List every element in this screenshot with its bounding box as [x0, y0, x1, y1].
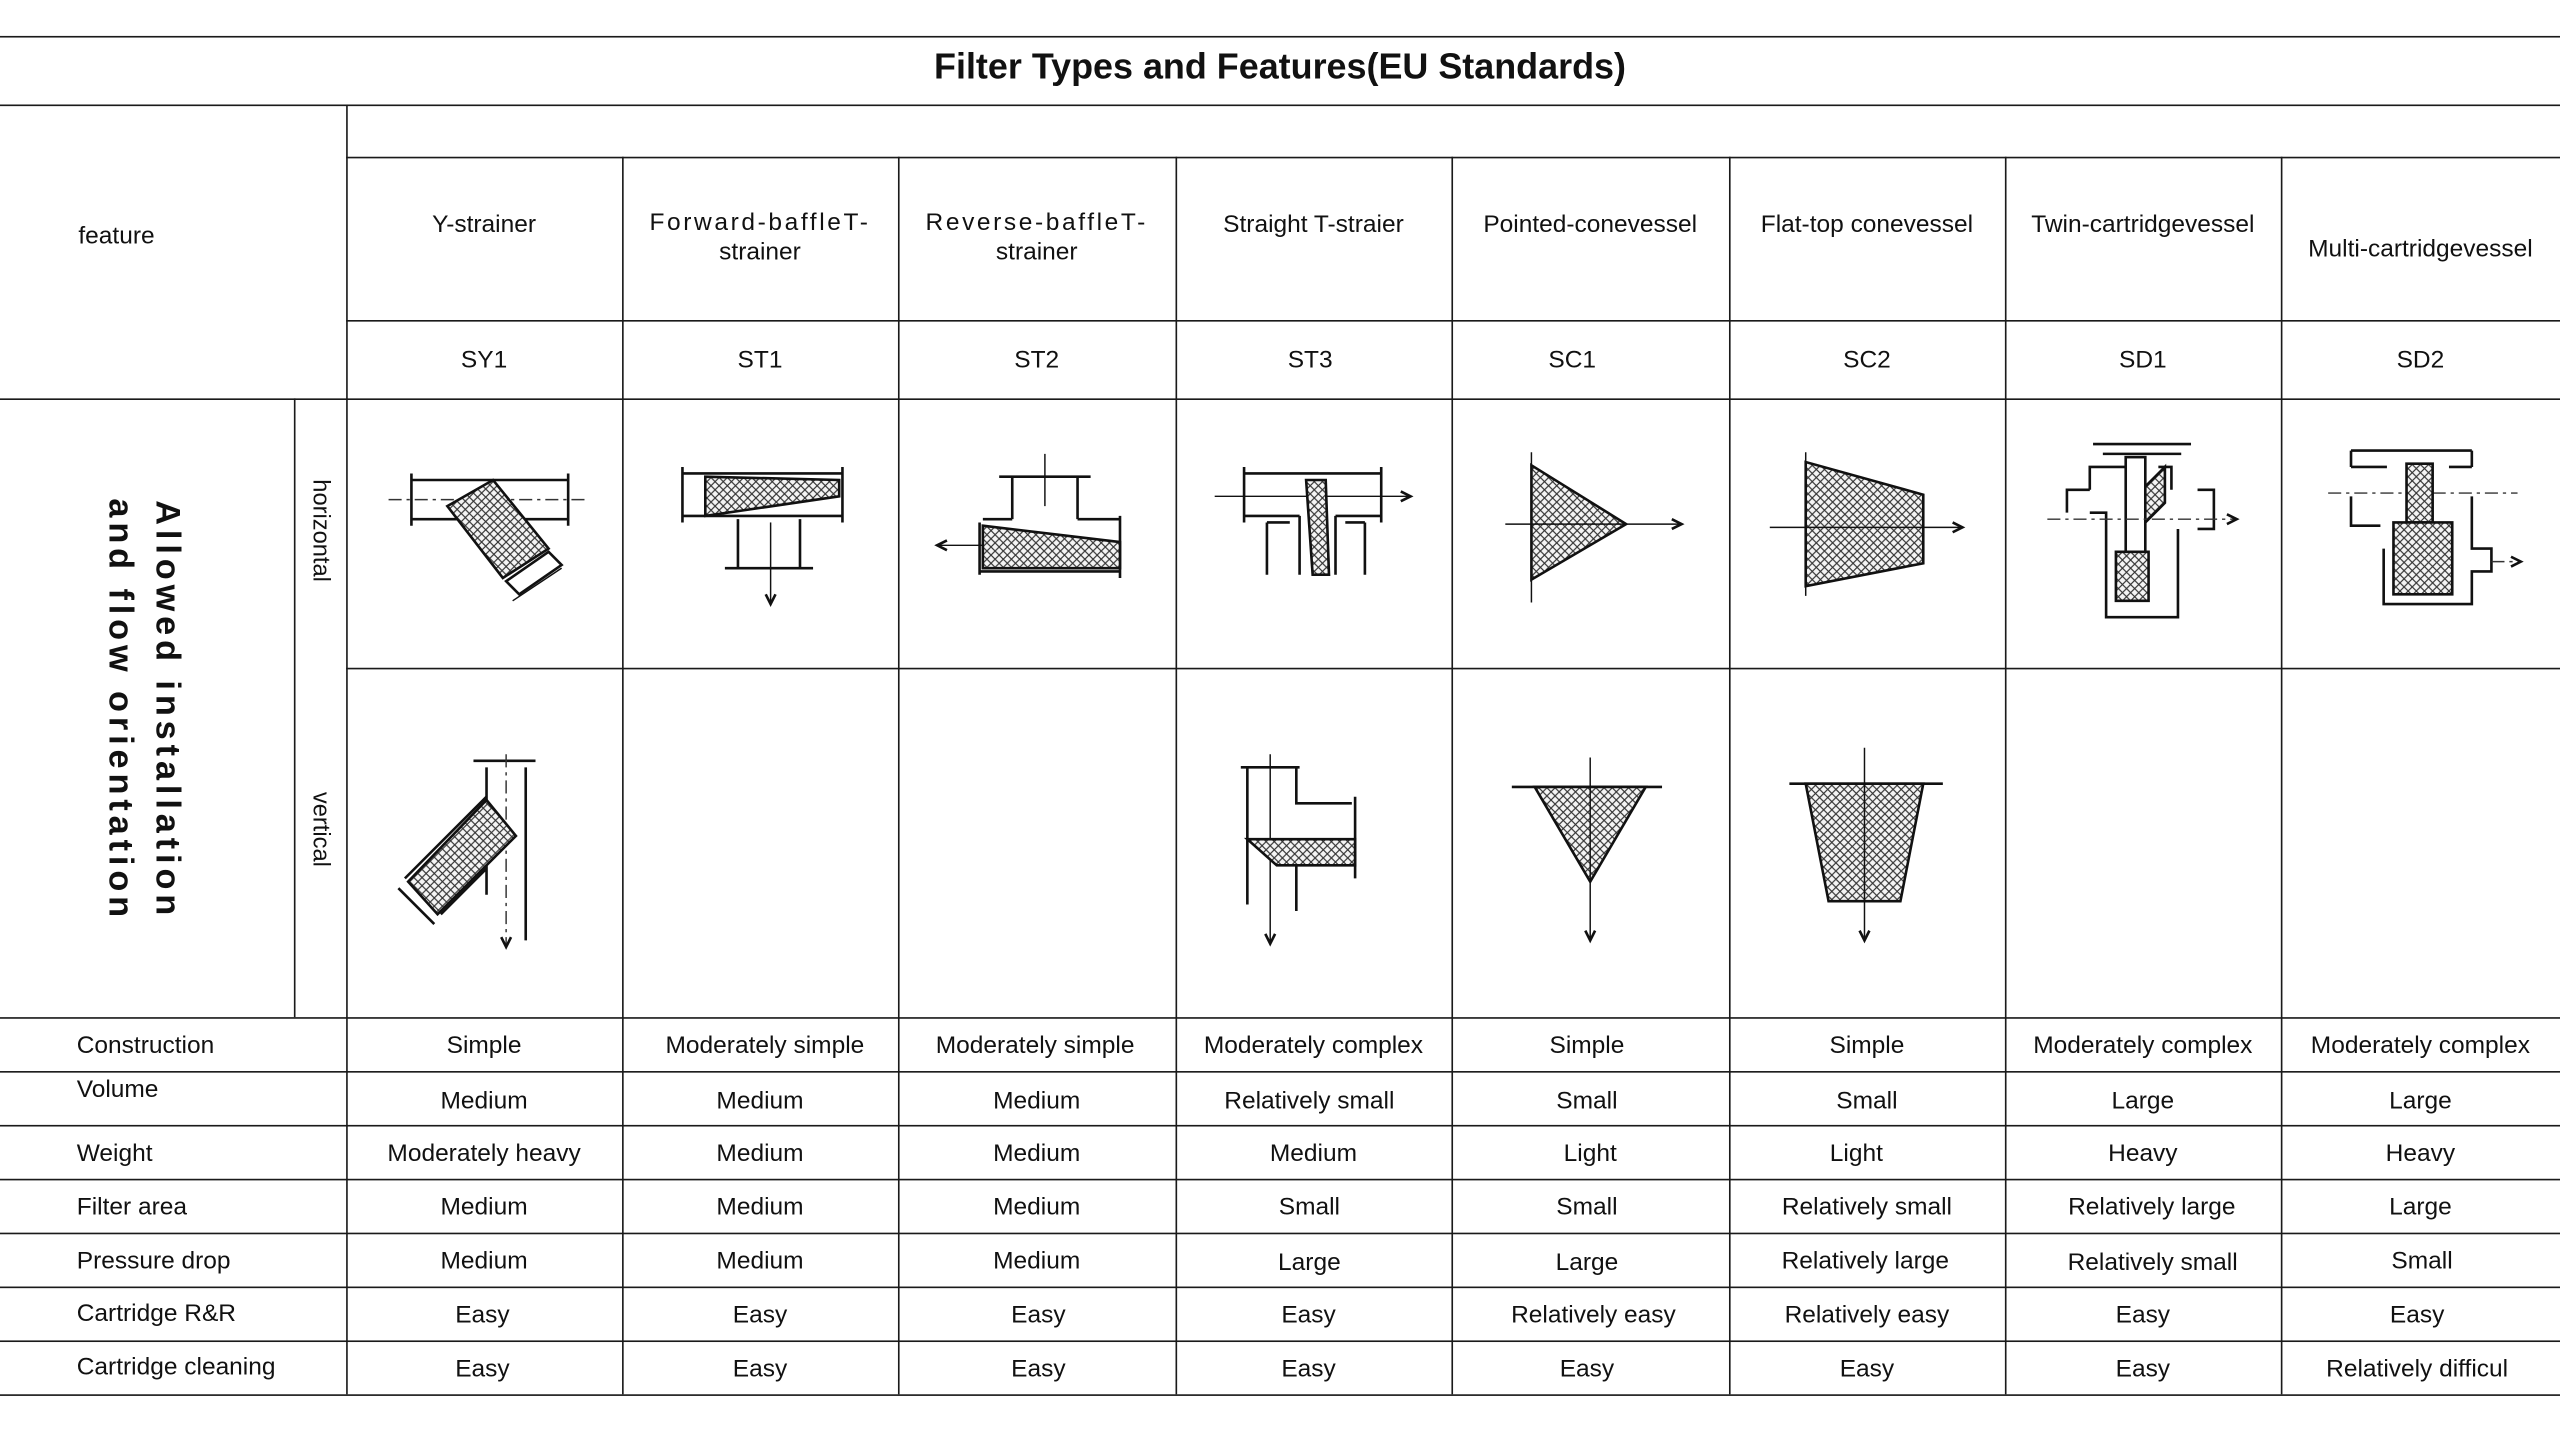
type-name-forward-baffle-line1: Forward-baffleT-: [649, 208, 871, 237]
table-cell: Medium: [716, 1139, 804, 1168]
table-border-bottom: [0, 1394, 2560, 1396]
table-border-top: [0, 36, 2560, 38]
table-cell: Heavy: [2108, 1139, 2178, 1168]
table-cell: Relatively small: [2067, 1248, 2238, 1277]
installation-label-line1: Allowed installation: [148, 500, 187, 921]
row-line: [0, 1287, 2560, 1289]
feature-label-cartridge-cleaning: Cartridge cleaning: [76, 1353, 276, 1382]
multi-cartridge-vessel-horizontal-icon: [2318, 444, 2530, 615]
diagram-bottom-line: [0, 1017, 2560, 1019]
table-cell: Moderately complex: [2310, 1031, 2530, 1060]
table-cell: Simple: [1829, 1031, 1905, 1060]
table-cell: Medium: [1269, 1139, 1358, 1168]
feature-label-cartridge-rr: Cartridge R&R: [76, 1299, 236, 1328]
type-code: ST1: [737, 346, 783, 374]
table-cell: Small: [1556, 1193, 1618, 1222]
table-cell: Relatively large: [2068, 1193, 2236, 1222]
row-line: [0, 1340, 2560, 1342]
table-cell: Moderately heavy: [387, 1139, 581, 1168]
table-cell: Medium: [993, 1193, 1081, 1222]
feature-label-pressure-drop: Pressure drop: [76, 1247, 231, 1276]
table-cell: Relatively small: [1781, 1193, 1952, 1222]
type-name-pointed-cone: Pointed-conevessel: [1483, 210, 1698, 239]
table-cell: Relatively easy: [1511, 1301, 1676, 1329]
table-cell: Medium: [440, 1193, 528, 1222]
type-code: SY1: [460, 346, 508, 374]
type-name-flat-top-cone: Flat-top conevessel: [1760, 210, 1974, 239]
table-cell: Easy: [1011, 1355, 1066, 1383]
installation-orientation-label: [93, 465, 191, 955]
table-cell: Easy: [1839, 1355, 1895, 1383]
table-cell: Medium: [993, 1247, 1081, 1276]
straight-t-strainer-horizontal-icon: [1208, 457, 1417, 596]
installation-label-line2: and flow orientation: [101, 498, 139, 923]
reverse-baffle-strainer-horizontal-icon: [934, 441, 1140, 604]
table-cell: Light: [1829, 1139, 1883, 1168]
table-cell: Moderately simple: [665, 1031, 865, 1060]
table-cell: Medium: [993, 1139, 1081, 1168]
table-cell: Simple: [1549, 1031, 1625, 1060]
table-cell: Medium: [716, 1193, 804, 1222]
table-cell: Easy: [732, 1355, 788, 1383]
table-cell: Small: [2391, 1247, 2453, 1276]
feature-header-label: feature: [78, 222, 155, 250]
table-cell: Heavy: [2385, 1139, 2456, 1168]
table-cell: Medium: [440, 1247, 528, 1276]
table-cell: Large: [2389, 1193, 2452, 1222]
twin-cartridge-vessel-horizontal-icon: [2041, 438, 2253, 626]
feature-label-construction: Construction: [76, 1031, 215, 1060]
header-bottom-line: [0, 398, 2560, 400]
y-strainer-vertical-icon: [385, 751, 548, 955]
type-name-multi-cartridge: Multi-cartridgevessel: [2308, 235, 2533, 263]
title-divider: [0, 104, 2560, 106]
table-title: Filter Types and Features(EU Standards): [934, 45, 1626, 87]
table-cell: Easy: [1011, 1301, 1066, 1329]
vertical-label: vertical: [306, 791, 334, 867]
feature-label-filter-area: Filter area: [76, 1193, 187, 1222]
table-cell: Small: [1836, 1087, 1898, 1116]
table-cell: Moderately simple: [935, 1031, 1135, 1060]
table-cell: Easy: [1281, 1301, 1336, 1329]
table-cell: Light: [1563, 1139, 1617, 1168]
table-cell: Easy: [1559, 1355, 1615, 1383]
type-code: ST3: [1287, 346, 1333, 374]
feature-label-weight: Weight: [76, 1139, 153, 1168]
table-cell: Moderately complex: [1203, 1031, 1424, 1060]
table-cell: Medium: [440, 1087, 528, 1116]
row-line: [0, 1071, 2560, 1073]
table-cell: Small: [1278, 1193, 1340, 1222]
forward-baffle-strainer-horizontal-icon: [666, 457, 862, 612]
straight-t-strainer-vertical-icon: [1221, 748, 1384, 952]
type-code: SD1: [2119, 346, 2167, 374]
row-line: [0, 1179, 2560, 1181]
row-line: [0, 1233, 2560, 1235]
type-name-reverse-baffle-line2: strainer: [995, 238, 1078, 267]
table-cell: Medium: [716, 1087, 804, 1116]
table-cell: Easy: [455, 1301, 510, 1329]
table-cell: Easy: [2115, 1355, 2171, 1383]
type-code: SC1: [1548, 346, 1597, 374]
flat-top-cone-vessel-horizontal-icon: [1763, 449, 1969, 612]
type-name-y-strainer: Y-strainer: [432, 210, 537, 239]
orientation-column-divider: [294, 398, 296, 1017]
table-cell: Relatively easy: [1784, 1301, 1950, 1329]
horizontal-label: horizontal: [306, 479, 334, 582]
row-line: [0, 1125, 2560, 1127]
table-cell: Large: [2389, 1087, 2452, 1116]
table-cell: Simple: [446, 1031, 522, 1060]
pointed-cone-vessel-vertical-icon: [1502, 751, 1682, 955]
flat-top-cone-vessel-vertical-icon: [1783, 744, 1963, 953]
table-cell: Medium: [716, 1247, 804, 1276]
table-cell: Relatively large: [1781, 1247, 1950, 1276]
feature-label-volume: Volume: [76, 1075, 159, 1104]
table-cell: Moderately complex: [2033, 1031, 2253, 1060]
table-cell: Easy: [732, 1301, 788, 1329]
table-cell: Easy: [2389, 1301, 2445, 1329]
table-cell: Large: [2111, 1087, 2175, 1116]
table-cell: Easy: [1281, 1355, 1336, 1383]
table-cell: Small: [1556, 1087, 1618, 1116]
table-cell: Easy: [455, 1355, 510, 1383]
type-name-forward-baffle-line2: strainer: [719, 238, 801, 267]
table-cell: Relatively small: [1224, 1087, 1395, 1116]
type-code: ST2: [1014, 346, 1060, 374]
y-strainer-horizontal-icon: [376, 460, 605, 623]
type-code: SC2: [1843, 346, 1891, 374]
table-cell: Easy: [2115, 1301, 2171, 1329]
table-cell: Relatively difficul: [2326, 1355, 2509, 1383]
type-name-reverse-baffle-line1: Reverse-baffleT-: [925, 208, 1148, 237]
type-name-twin-cartridge: Twin-cartridgevessel: [2031, 210, 2255, 239]
table-cell: Large: [1555, 1248, 1619, 1277]
type-name-straight-t: Straight T-straier: [1223, 210, 1404, 239]
pointed-cone-vessel-horizontal-icon: [1496, 449, 1692, 612]
table-cell: Medium: [993, 1087, 1081, 1116]
type-code: SD2: [2396, 346, 2445, 374]
table-cell: Large: [1278, 1248, 1341, 1277]
